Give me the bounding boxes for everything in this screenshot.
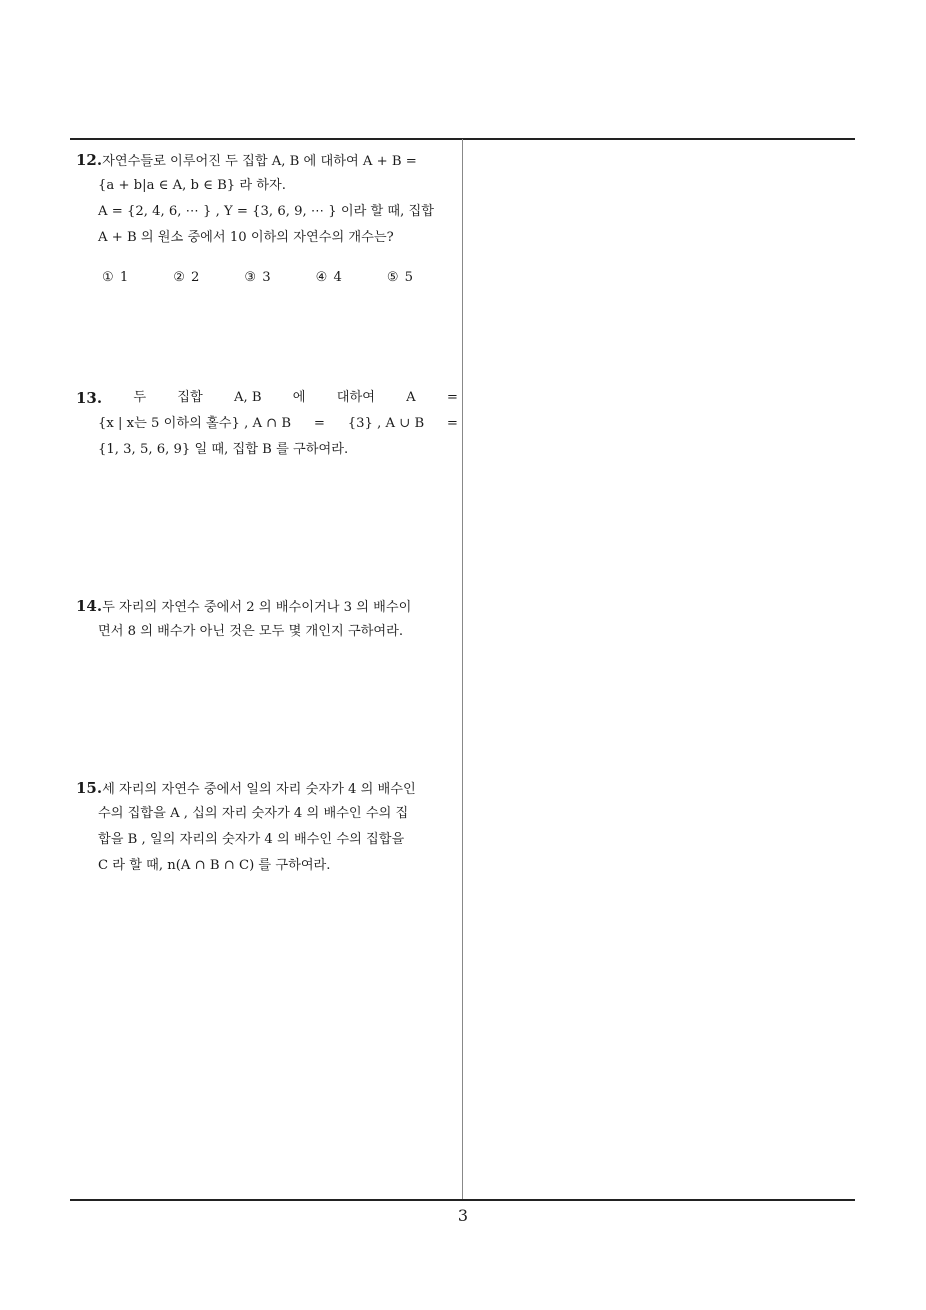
question-12-number: 12. — [76, 151, 103, 169]
question-14 — [76, 593, 458, 645]
question-14-number: 14. — [76, 597, 103, 615]
question-12 — [76, 147, 458, 291]
question-15-line-4: C 라 할 때, n(A ∩ B ∩ C) 를 구하여라. — [98, 858, 331, 873]
question-13-line-1: 13. 두 집합 A, B 에 대하여 A = — [76, 385, 458, 411]
column-divider — [462, 139, 463, 1200]
question-12-line-2: {a + b|a ∈ A, b ∈ B} 라 하자. — [98, 178, 286, 193]
question-15-number: 15. — [76, 779, 103, 797]
choice-1[interactable]: ① 1 — [102, 270, 129, 285]
question-12-line-3: A = {2, 4, 6, ⋯ } , Y = {3, 6, 9, ⋯ } 이라 할 때, 집합 — [98, 204, 435, 219]
page-number: 3 — [457, 1206, 469, 1225]
answer-choices — [76, 265, 458, 291]
choice-5[interactable]: ⑤ 5 — [386, 270, 414, 285]
question-15-line-1: 세 자리의 자연수 중에서 일의 자리 숫자가 4 의 배수인 — [102, 782, 416, 797]
question-14-line-1: 두 자리의 자연수 중에서 2 의 배수이거나 3 의 배수이 — [102, 600, 412, 615]
choice-4[interactable]: ④ 4 — [315, 270, 342, 285]
question-15-line-2: 수의 집합을 A , 십의 자리 숫자가 4 의 배수인 수의 집 — [98, 806, 409, 821]
question-13 — [76, 385, 458, 463]
question-12-line-4: A + B 의 원소 중에서 10 이하의 자연수의 개수는? — [98, 230, 394, 245]
question-14-line-2: 면서 8 의 배수가 아닌 것은 모두 몇 개인지 구하여라. — [98, 624, 404, 639]
choice-2[interactable]: ② 2 — [173, 270, 200, 285]
question-15 — [76, 775, 458, 879]
question-13-line-2: {x | x는 5 이하의 홀수} , A ∩ B = {3} , A ∪ B = — [98, 416, 458, 431]
question-13-number: 13. — [76, 389, 103, 407]
bottom-rule — [70, 1199, 855, 1201]
question-15-line-3: 합을 B , 일의 자리의 숫자가 4 의 배수인 수의 집합을 — [98, 832, 405, 847]
question-12-line-1: 자연수들로 이루어진 두 집합 A, B 에 대하여 A + B = — [102, 154, 417, 169]
question-13-line-3: {1, 3, 5, 6, 9} 일 때, 집합 B 를 구하여라. — [98, 442, 349, 457]
choice-3[interactable]: ③ 3 — [244, 270, 271, 285]
